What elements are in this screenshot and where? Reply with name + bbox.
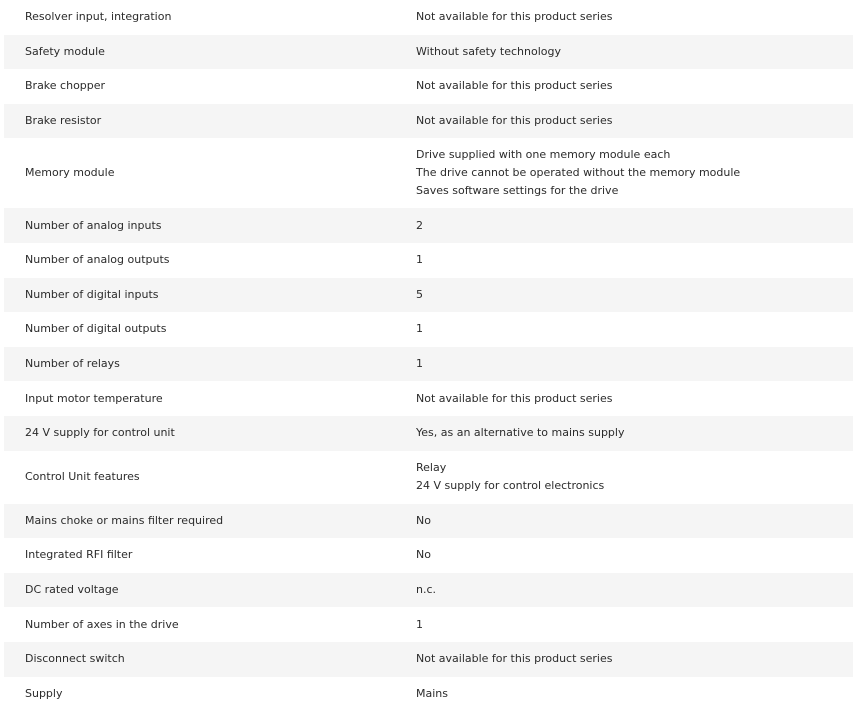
spec-value-line: 2 [416, 217, 853, 235]
spec-value [416, 43, 853, 61]
spec-value [416, 146, 853, 200]
spec-row-24v-supply [4, 416, 853, 451]
spec-value-line: 1 [416, 251, 853, 269]
spec-value-line: Not available for this product series [416, 650, 853, 668]
spec-label: DC rated voltage [4, 581, 416, 599]
spec-row-analog-outputs [4, 243, 853, 278]
spec-row-brake-resistor [4, 104, 853, 139]
spec-value-line: Yes, as an alternative to mains supply [416, 424, 853, 442]
spec-row-relays [4, 347, 853, 382]
spec-label: 24 V supply for control unit [4, 424, 416, 442]
spec-value [416, 650, 853, 668]
spec-value-line: 5 [416, 286, 853, 304]
spec-value-line: Without safety technology [416, 43, 853, 61]
spec-label: Memory module [4, 164, 416, 182]
spec-value-line: No [416, 512, 853, 530]
spec-value [416, 112, 853, 130]
spec-value-line: Not available for this product series [416, 390, 853, 408]
spec-row-analog-inputs [4, 208, 853, 243]
spec-value [416, 390, 853, 408]
spec-row-supply [4, 677, 853, 711]
spec-value-line: 1 [416, 355, 853, 373]
spec-label: Number of axes in the drive [4, 616, 416, 634]
spec-value [416, 685, 853, 703]
spec-value [416, 355, 853, 373]
spec-row-digital-outputs [4, 312, 853, 347]
spec-value-line: Saves software settings for the drive [416, 182, 853, 200]
spec-value-line: Mains [416, 685, 853, 703]
spec-value-line: The drive cannot be operated without the memory module [416, 164, 853, 182]
spec-value [416, 320, 853, 338]
spec-label: Brake resistor [4, 112, 416, 130]
spec-value-line: n.c. [416, 581, 853, 599]
spec-label: Disconnect switch [4, 650, 416, 668]
spec-label: Number of analog inputs [4, 217, 416, 235]
spec-label: Integrated RFI filter [4, 546, 416, 564]
spec-label: Control Unit features [4, 468, 416, 486]
spec-value [416, 286, 853, 304]
spec-value [416, 581, 853, 599]
spec-row-input-motor-temperature [4, 381, 853, 416]
spec-label: Number of digital outputs [4, 320, 416, 338]
spec-label: Supply [4, 685, 416, 703]
spec-label: Number of relays [4, 355, 416, 373]
spec-label: Safety module [4, 43, 416, 61]
spec-value-line: Not available for this product series [416, 8, 853, 26]
spec-value [416, 616, 853, 634]
spec-row-disconnect-switch [4, 642, 853, 677]
spec-row-brake-chopper [4, 69, 853, 104]
spec-row-resolver-input [4, 0, 853, 35]
spec-row-axes [4, 607, 853, 642]
spec-label: Number of digital inputs [4, 286, 416, 304]
spec-row-rfi-filter [4, 538, 853, 573]
spec-value-line: Not available for this product series [416, 77, 853, 95]
spec-value [416, 512, 853, 530]
spec-value [416, 8, 853, 26]
spec-value [416, 251, 853, 269]
spec-row-digital-inputs [4, 278, 853, 313]
spec-row-dc-rated-voltage [4, 573, 853, 608]
spec-value-line: No [416, 546, 853, 564]
spec-label: Input motor temperature [4, 390, 416, 408]
spec-label: Resolver input, integration [4, 8, 416, 26]
spec-label: Mains choke or mains filter required [4, 512, 416, 530]
spec-value-line: Not available for this product series [416, 112, 853, 130]
spec-value-line: Relay [416, 459, 853, 477]
spec-label: Number of analog outputs [4, 251, 416, 269]
spec-value [416, 77, 853, 95]
spec-value-line: 1 [416, 616, 853, 634]
spec-row-mains-choke [4, 504, 853, 539]
spec-label: Brake chopper [4, 77, 416, 95]
spec-value [416, 459, 853, 495]
spec-value-line: Drive supplied with one memory module each [416, 146, 853, 164]
spec-row-memory-module [4, 138, 853, 208]
spec-row-safety-module [4, 35, 853, 70]
spec-row-control-unit-features [4, 451, 853, 504]
spec-value [416, 217, 853, 235]
spec-value-line: 1 [416, 320, 853, 338]
spec-value [416, 424, 853, 442]
spec-table [4, 0, 853, 711]
spec-value [416, 546, 853, 564]
spec-value-line: 24 V supply for control electronics [416, 477, 853, 495]
